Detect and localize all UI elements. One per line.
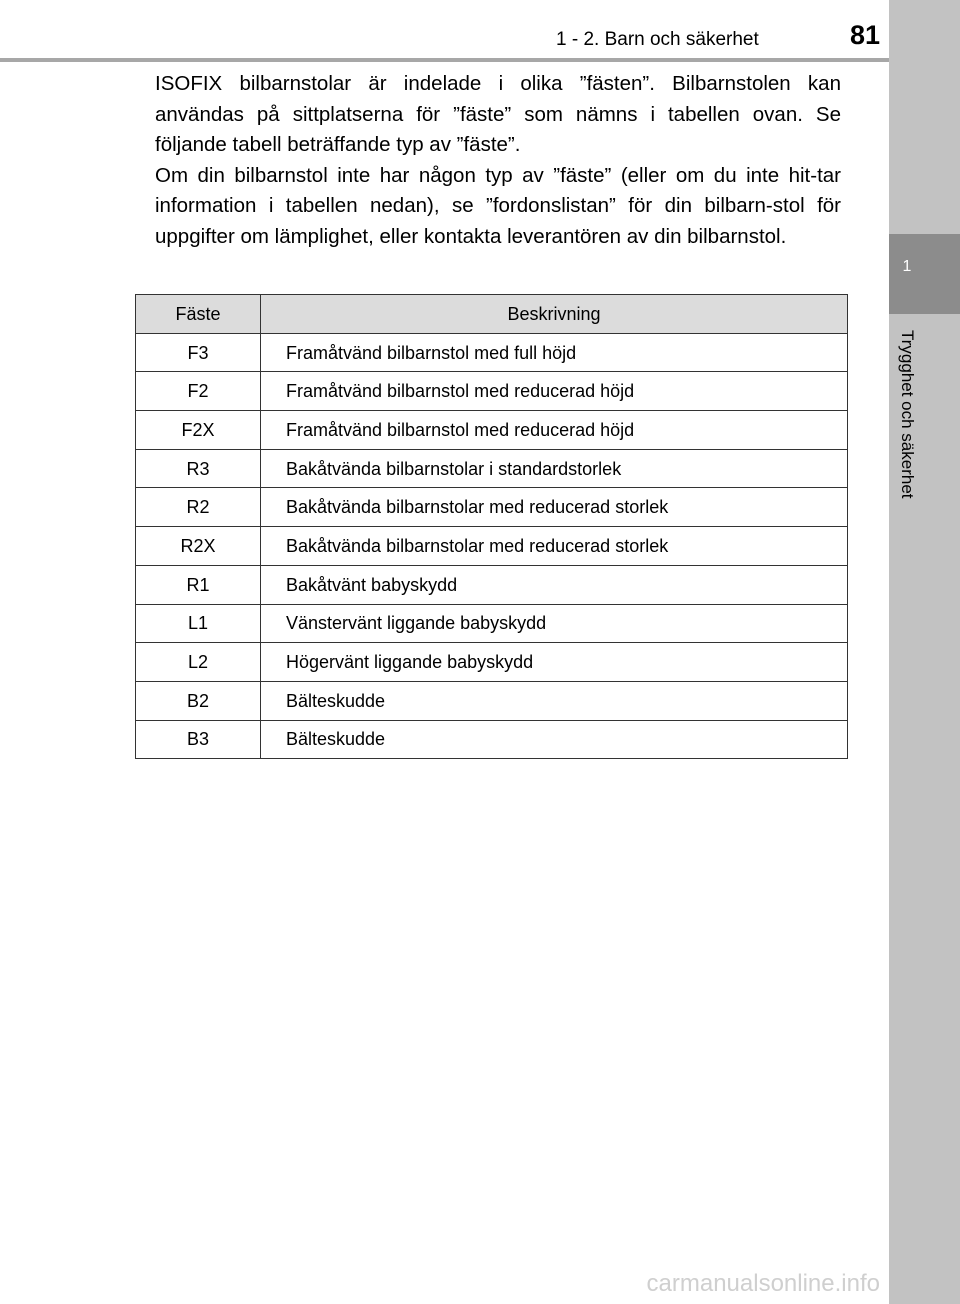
table-row [136,372,848,411]
intro-paragraph: ISOFIX bilbarnstolar är indelade i olika ”fästen”. Bilbarnstolen kan användas på sittplatserna för ”fäste” som nämns i tabellen ovan. Se följande tabell beträffande typ av ”fäste”. [155,72,841,156]
watermark: carmanualsonline.info [646,1270,880,1297]
fixture-code: R2X [136,527,261,566]
fixture-description: Bakåtvända bilbarnstolar med reducerad storlek [261,488,848,527]
fixture-code: R1 [136,565,261,604]
fixture-description: Högervänt liggande babyskydd [261,643,848,682]
fixture-description: Bakåtvänt babyskydd [261,565,848,604]
fixture-code: B2 [136,681,261,720]
table-row [136,527,848,566]
fixture-code: F2 [136,372,261,411]
header-divider [0,58,889,62]
fixture-code: B3 [136,720,261,759]
table-row [136,720,848,759]
table-row [136,604,848,643]
chapter-number: 1 [902,258,912,275]
table-row [136,411,848,450]
page-number: 81 [849,20,880,50]
intro-text [155,69,841,252]
fixture-description: Vänstervänt liggande babyskydd [261,604,848,643]
fixture-code: L1 [136,604,261,643]
fixture-description: Framåtvänd bilbarnstol med reducerad höjd [261,372,848,411]
section-title: 1 - 2. Barn och säkerhet [556,29,759,50]
fixture-code: R3 [136,449,261,488]
fixture-description: Bakåtvända bilbarnstolar med reducerad storlek [261,527,848,566]
chapter-title: Trygghet och säkerhet [898,330,917,499]
fixture-description: Bälteskudde [261,681,848,720]
fixture-description: Framåtvänd bilbarnstol med full höjd [261,333,848,372]
table-row [136,681,848,720]
fixture-code: F2X [136,411,261,450]
fixture-description: Bälteskudde [261,720,848,759]
table-row [136,643,848,682]
table-row [136,565,848,604]
intro-paragraph: Om din bilbarnstol inte har någon typ av ”fäste” (eller om du inte hit-tar information i tabellen nedan), se ”fordonslistan” för din bilbarn-stol för uppgifter om lämplighet, eller kontakta leverantören av din bilbarnstol. [155,163,841,248]
fixture-table [135,294,848,759]
table-row [136,333,848,372]
table-header-row [136,295,848,334]
chapter-side-tab [889,0,960,1304]
table-row [136,488,848,527]
fixture-code: F3 [136,333,261,372]
column-header-description: Beskrivning [261,295,848,334]
fixture-description: Bakåtvända bilbarnstolar i standardstorlek [261,449,848,488]
fixture-code: R2 [136,488,261,527]
table-row [136,449,848,488]
fixture-code: L2 [136,643,261,682]
column-header-fixture: Fäste [136,295,261,334]
fixture-description: Framåtvänd bilbarnstol med reducerad höjd [261,411,848,450]
